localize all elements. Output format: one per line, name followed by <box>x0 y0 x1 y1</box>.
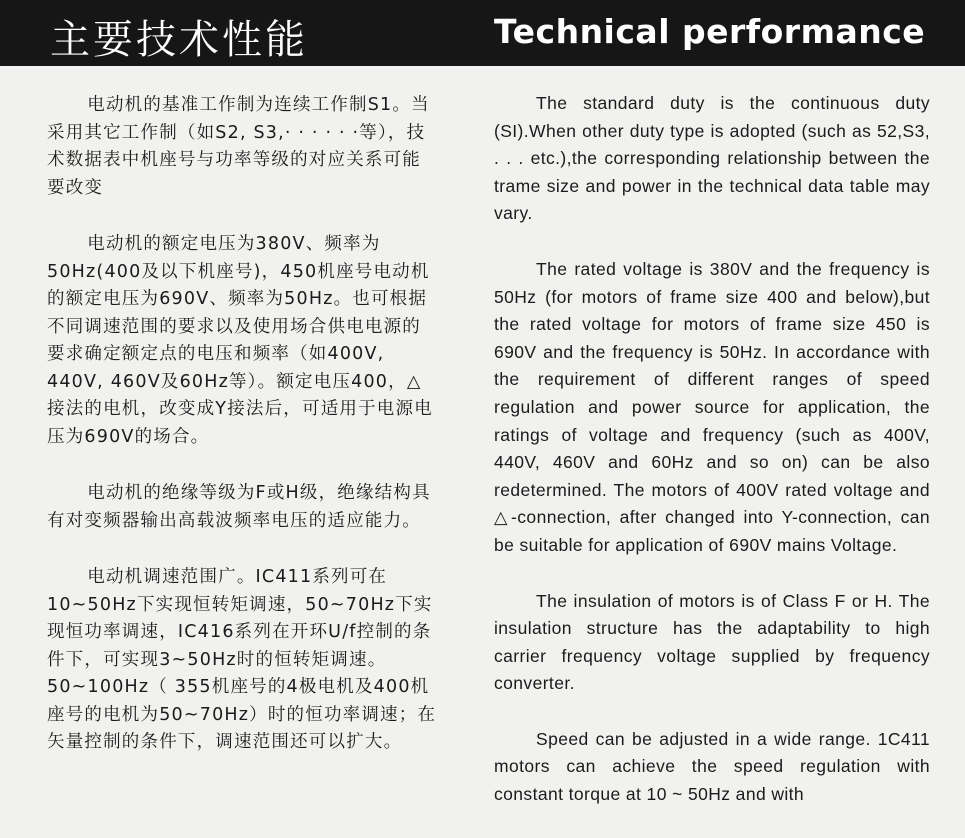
title-english: Technical performance <box>494 12 926 51</box>
zh-paragraph-insulation: 电动机的绝缘等级为F或H级，绝缘结构具有对变频器输出高载波频率电压的适应能力。 <box>47 483 431 531</box>
en-paragraph-voltage: The rated voltage is 380V and the frequency is 50Hz (for motors of frame size 400 and below),but the rated voltage for motors of frame size 450 is 690V and the frequency is 50Hz. In accordance with the requirement of different ranges of speed regulation and power source for application, the ratings of voltage and frequency (such as 400V, 440V, 460V and 60Hz and so on) can be also redetermined. The motors of 400V rated voltage and △-connection, after changed into Y-connection, can be suitable for application of 690V mains Voltage. <box>494 258 930 555</box>
header-bar <box>0 0 965 66</box>
en-paragraph-duty: The standard duty is the continuous duty (SI).When other duty type is adopted (such as 52,S3, . . . etc.),the corresponding relationship between the trame size and power in the technical data table may vary. <box>494 93 930 224</box>
zh-paragraph-voltage: 电动机的额定电压为380V、频率为50Hz(400及以下机座号)，450机座号电动机的额定电压为690V、频率为50Hz。也可根据不同调速范围的要求以及使用场合供电电源的要求确定额定点的电压和频率（如400V, 440V, 460V及60Hz等）。额定电压400，△接法的电机，改变成Y接法后，可适用于电源电压为690V的场合。 <box>47 234 433 447</box>
chinese-column <box>47 92 439 786</box>
english-column <box>494 90 930 837</box>
title-chinese: 主要技术性能 <box>50 17 308 63</box>
en-paragraph-speed: Speed can be adjusted in a wide range. 1C411 motors can achieve the speed regulation with constant torque at 10 ~ 50Hz and with <box>494 728 930 805</box>
zh-paragraph-speed: 电动机调速范围广。IC411系列可在10~50Hz下实现恒转矩调速，50~70Hz下实现恒功率调速，IC416系列在开环U/f控制的条件下，可实现3~50Hz时的恒转矩调速。50~100Hz（ 355机座号的4极电机及400机座号的电机为50~70Hz）时的恒功率调速；在矢量控制的条件下，调速范围还可以扩大。 <box>47 567 437 752</box>
en-paragraph-insulation: The insulation of motors is of Class F or H. The insulation structure has the adaptability to high carrier frequency voltage supplied by frequency converter. <box>494 590 930 694</box>
zh-paragraph-duty: 电动机的基准工作制为连续工作制S1。当采用其它工作制（如S2, S3,· · · · · ·等），技术数据表中机座号与功率等级的对应关系可能要改变 <box>47 95 430 198</box>
